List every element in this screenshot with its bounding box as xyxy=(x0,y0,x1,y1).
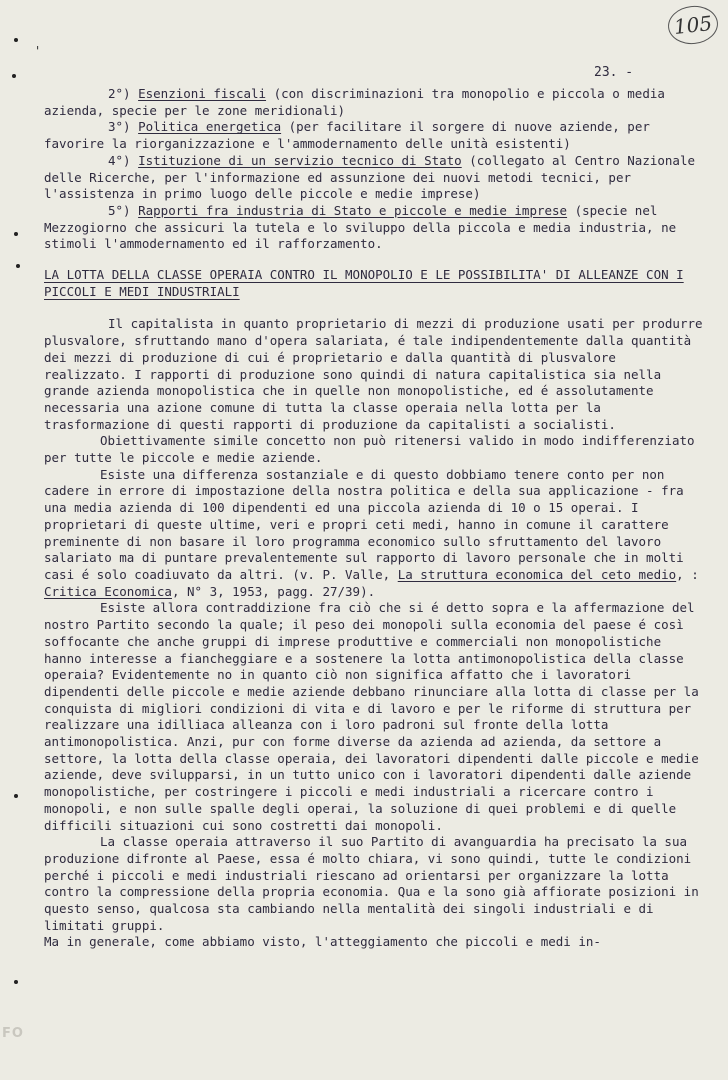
list-item-energy: 3°) Politica energetica (per facilitare il sorgere di nuove aziende, per favorire la riorganizzazione e l'ammodernamento delle unità esistenti) xyxy=(44,119,650,152)
paragraph: Ma in generale, come abbiamo visto, l'atteggiamento che piccoli e medi in- xyxy=(44,934,601,950)
binder-hole-mark xyxy=(12,74,16,78)
document-body xyxy=(44,86,704,951)
paragraph: Obiettivamente simile concetto non può ritenersi valido in modo indifferenziato per tutte le piccole e medie aziende. xyxy=(44,433,695,466)
list-item-title: Esenzioni fiscali xyxy=(138,86,267,101)
page-number: 23. - xyxy=(594,65,634,80)
citation-title: La struttura economica del ceto medio xyxy=(397,566,677,582)
binder-hole-mark xyxy=(16,264,20,268)
folio-stamp: 105 xyxy=(666,3,720,46)
citation-journal: Critica Economica xyxy=(44,583,172,599)
list-item-fiscal: 2°) Esenzioni fiscali (con discriminazioni tra monopolio e piccola o media azienda, specie per le zone meridionali) xyxy=(44,86,665,118)
binder-hole-mark xyxy=(14,794,18,798)
list-item-title: Rapporti fra industria di Stato e piccole e medie imprese xyxy=(138,202,568,218)
binder-hole-mark xyxy=(14,980,18,984)
binder-hole-mark xyxy=(14,232,18,236)
list-item-title: Politica energetica xyxy=(138,119,282,135)
watermark: FO xyxy=(2,1026,24,1041)
margin-tick: ' xyxy=(34,44,42,58)
list-item-service: 4°) Istituzione di un servizio tecnico di Stato (collegato al Centro Nazionale delle Ricerche, per l'informazione ed assunzione dei nuovi metodi tecnici, per l'assistenza in primo luogo delle piccole e medie imprese) xyxy=(44,152,696,202)
section-heading: LA LOTTA DELLA CLASSE OPERAIA CONTRO IL MONOPOLIO E LE POSSIBILITA' DI ALLEANZE CON I PICCOLI E MEDI INDUSTRIALI xyxy=(44,267,684,299)
paragraph-citation: Esiste una differenza sostanziale e di questo dobbiamo tenere conto per non cadere in errore di impostazione della nostra politica e della sua applicazione - fra una media azienda di 100 dipendenti ed una piccola azienda di 10 o 15 operai. I proprietari di queste ultime, veri e propri ceti medi, hanno in comune il carattere preminente di non basare il loro programma economico sullo sfruttamento del lavoro salariato ma di puntare prevalentemente sul rapporto di lavoro personale che in molti casi é solo coadiuvato da altri. (v. P. Valle, La struttura economica del ceto medio, : Critica Economica, N° 3, 1953, pagg. 27/39). xyxy=(44,466,699,599)
paragraph: Il capitalista in quanto proprietario di mezzi di produzione usati per produrre plusvalore, sfruttando mano d'opera salariata, é tale indipendentemente dalla quantità dei mezzi di produzione di cui é proprietario e dalla quantità di plusvalore realizzato. I rapporti di produzione sono quindi di natura capitalistica sia nella grande azienda monopolistica che in quelle non monopolistiche, ed é assolutamente necessaria una azione comune di tutta la classe operaia nella lotta per la trasformazione di questi rapporti di produzione da capitalisti a socialisti. xyxy=(44,316,703,432)
paragraph: La classe operaia attraverso il suo Partito di avanguardia ha precisato la sua produzione difronte al Paese, essa é molto chiara, vi sono quindi, tutte le condizioni perché i piccoli e medi industriali riescano ad orientarsi per organizzare la lotta contro la compressione della propria economia. Qua e la sono già affiorate posizioni in questo senso, qualcosa sta cambiando nella mentalità dei singoli industriali e di limitati gruppi. xyxy=(44,834,699,933)
list-item-relations: 5°) Rapporti fra industria di Stato e piccole e medie imprese (specie nel Mezzogiorno che assicuri la tutela e lo sviluppo della piccola e media industria, ne stimoli l'ammodernamento ed il rafforzamento. xyxy=(44,202,677,252)
list-item-title: Istituzione di un servizio tecnico di Stato xyxy=(138,152,462,168)
binder-hole-mark xyxy=(14,38,18,42)
paragraph: Esiste allora contraddizione fra ciò che si é detto sopra e la affermazione del nostro Partito secondo la quale; il peso dei monopoli sulla economia del paese é così soffocante che anche gruppi di imprese produttive e commerciali non monopolistiche hanno interesse a fiancheggiare e a sostenere la lotta antimonopolistica della classe operaia? Evidentemente no in quanto ciò non significa affatto che i lavoratori dipendenti delle piccole e medie aziende debbano rinunciare alla lotta di classe per la conquista di migliori condizioni di vita e di lavoro e per le riforme di struttura per realizzare una idilliaca alleanza con i loro padroni sul fronte della lotta antimonopolistica. Anzi, pur con forme diverse da azienda ad azienda, da settore a settore, la lotta della classe operaia, dei lavoratori dipendenti dalle piccole e medie aziende, deve svilupparsi, in un tutto unico con i lavoratori dipendenti dalle aziende monopolistiche, per costringere i piccoli e medi industriali a ricercare contro i monopoli, e non sulle spalle degli operai, la soluzione di quei problemi e di quelle difficili situazioni cui sono costretti dai monopoli. xyxy=(44,600,699,833)
